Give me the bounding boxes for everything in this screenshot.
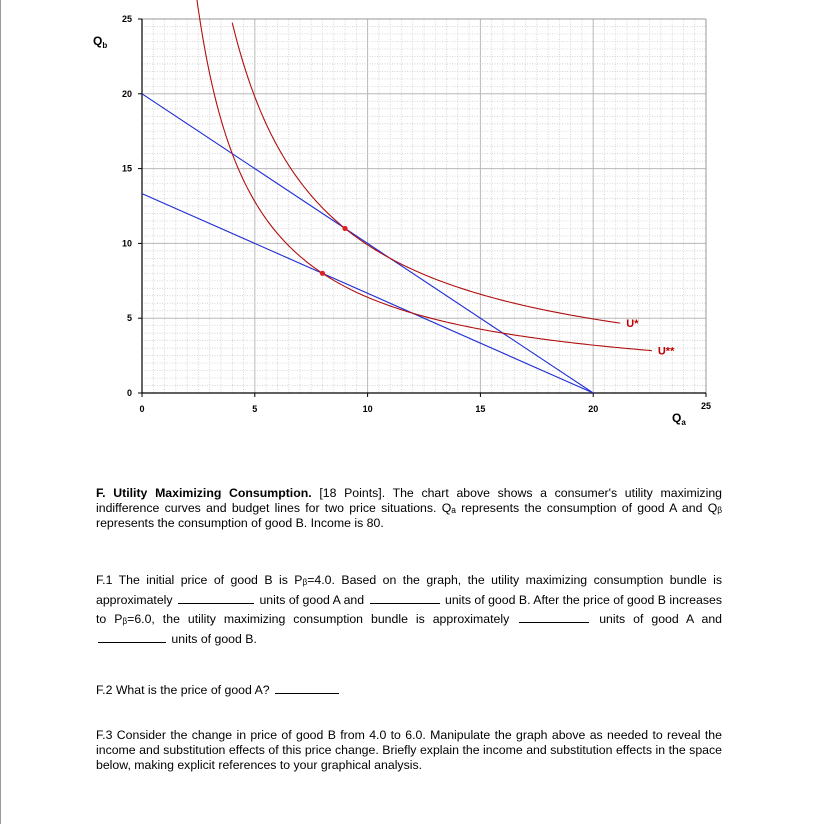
- x-tick-label: 10: [362, 404, 373, 414]
- x-tick-label: 15: [475, 404, 486, 414]
- f3-text: F.3 Consider the change in price of good B from 4.0 to 6.0. Manipulate the graph above as needed to reveal the income and substitution effects of this price change. Briefly explain the income and substitution effects in the space below, making explicit references to your graphical analysis.: [96, 728, 722, 772]
- question-f2: [96, 682, 722, 698]
- f1-text-b: units of good A and: [259, 592, 365, 607]
- optimum-point-marker: [320, 271, 325, 276]
- x-axis-title-sub: a: [681, 418, 686, 427]
- f2-blank[interactable]: [275, 682, 339, 694]
- chart-axes: [122, 14, 711, 414]
- question-f3: [96, 728, 722, 773]
- question-f-title: F. Utility Maximizing Consumption.: [96, 486, 312, 500]
- f1-blank-1[interactable]: [178, 592, 254, 604]
- y-tick-label: 10: [121, 238, 132, 249]
- f1-text-a: F.1 The initial price of good B is Pᵦ=4.0. Based on the graph, the utility maximizing consumption bundle is approximately: [96, 573, 722, 607]
- optimum-point-marker: [342, 226, 347, 231]
- question-f-body: The chart above shows a consumer's utility maximizing indifference curves and budget lines for two price situations. Qₐ represents the consumption of good A and Qᵦ represents the consumption of good B. Income is 80.: [96, 486, 722, 530]
- question-f-points: [18 Points].: [319, 486, 386, 500]
- indifference-curve: [181, 0, 651, 351]
- f1-blank-2[interactable]: [370, 592, 440, 604]
- x-axis-title: $Q_a$: [672, 411, 686, 427]
- chart-series: [142, 0, 652, 393]
- f2-text: F.2 What is the price of good A?: [96, 683, 270, 697]
- f1-text-c: units of good B. After the price of good B increases to Pᵦ=6.0, the utility maximizing consumption bundle is approximately: [96, 592, 722, 626]
- x-tick-label: 5: [252, 404, 258, 414]
- f1-blank-3[interactable]: [519, 611, 589, 623]
- y-tick-label: 25: [121, 14, 132, 24]
- y-axis-title: $Q_b$: [93, 34, 108, 50]
- y-tick-label: 0: [126, 388, 132, 398]
- y-axis-title-sub: b: [102, 41, 108, 50]
- y-tick-label: 15: [121, 163, 132, 174]
- chart-grid: [142, 19, 706, 393]
- y-tick-label: 5: [126, 313, 132, 324]
- x-tick-label: 25: [700, 401, 712, 411]
- f1-text-e: units of good B.: [171, 631, 257, 646]
- x-tick-label: 0: [139, 404, 145, 414]
- question-f: [96, 486, 722, 531]
- indifference-curve: [232, 23, 620, 323]
- f1-text-d: units of good A and: [599, 612, 722, 626]
- question-f1: [96, 571, 722, 649]
- x-tick-label: 20: [588, 404, 599, 414]
- f1-blank-4[interactable]: [98, 631, 166, 643]
- y-tick-label: 20: [121, 88, 132, 99]
- chart-labels: [93, 34, 686, 427]
- indifference-curve-label: U**: [657, 345, 675, 358]
- indifference-curve-label: U*: [626, 318, 639, 331]
